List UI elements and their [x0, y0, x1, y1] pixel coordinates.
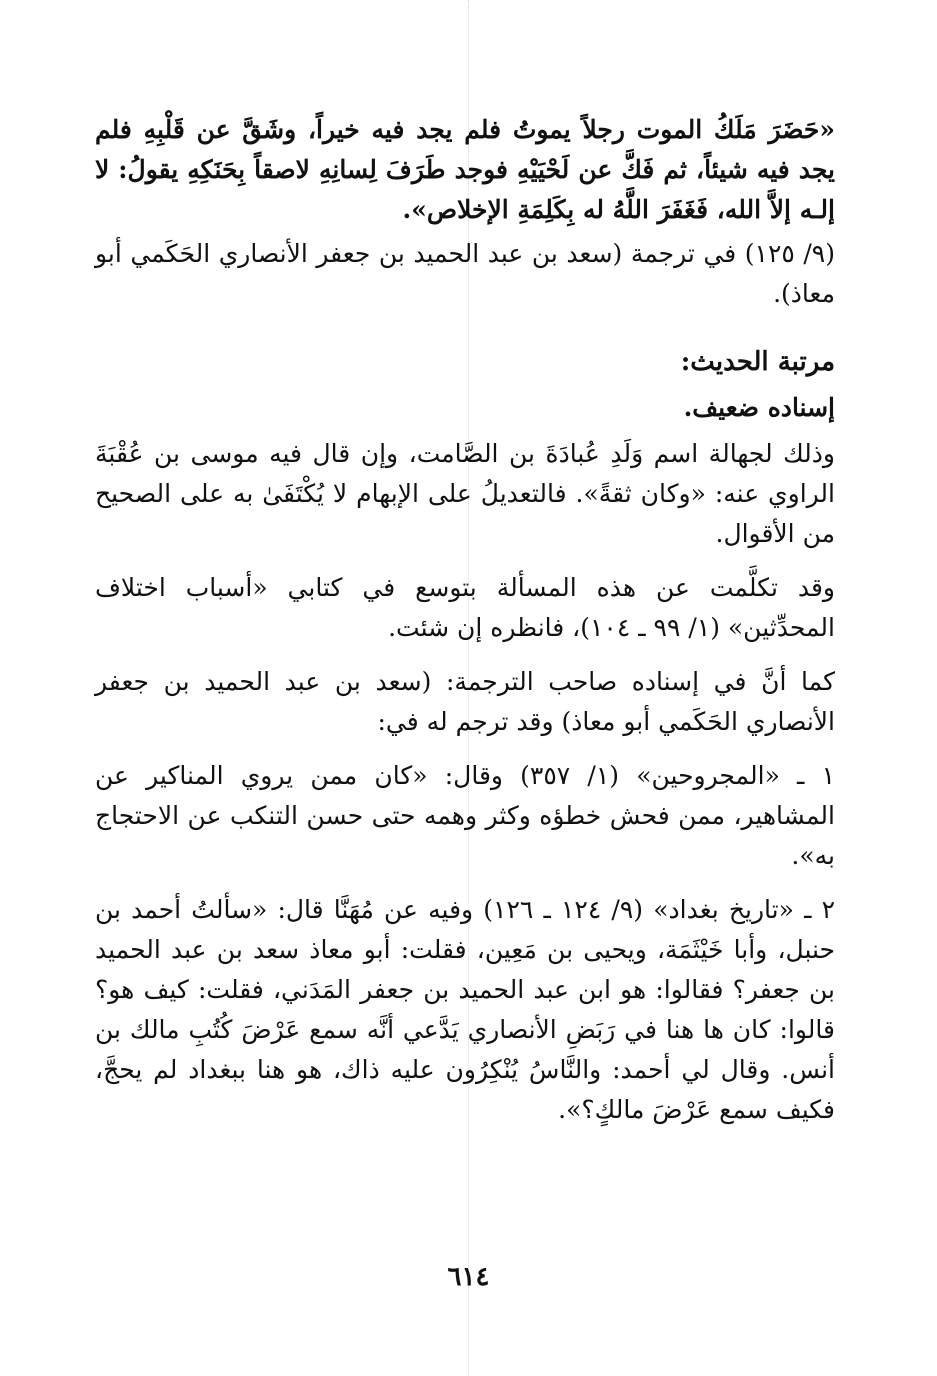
paragraph-2: وقد تكلَّمت عن هذه المسألة بتوسع في كتابي «أسباب اختلاف المحدِّثين» (١/ ٩٩ ـ ١٠٤)، فانظره إن شئت.: [95, 573, 835, 642]
paragraph-1: وذلك لجهالة اسم وَلَدِ عُبادَةَ بن الصَّامت، وإن قال فيه موسى بن عُقْبَةَ الراوي عنه: «وكان ثقةً». فالتعديلُ على الإبهام لا يُكْتَفَىٰ به على الصحيح من الأقوال.: [95, 439, 835, 548]
page-body: [95, 110, 835, 1130]
grade-line: إسناده ضعيف.: [683, 393, 835, 422]
reference-line: (٩/ ١٢٥) في ترجمة (سعد بن عبد الحميد بن جعفر الأنصاري الحَكَمي أبو معاذ).: [95, 239, 835, 308]
paragraph-3: كما أنَّ في إسناده صاحب الترجمة: (سعد بن عبد الحميد بن جعفر الأنصاري الحَكَمي أبو معاذ) وقد ترجم له في:: [95, 667, 835, 736]
paragraph-4: ١ ـ «المجروحين» (١/ ٣٥٧) وقال: «كان ممن يروي المناكير عن المشاهير، ممن فحش خطؤه وكثر وهمه حتى حسن التنكب عن الاحتجاج به».: [95, 761, 836, 870]
paragraph-5: ٢ ـ «تاريخ بغداد» (٩/ ١٢٤ ـ ١٢٦) وفيه عن مُهَنَّا قال: «سألتُ أحمد بن حنبل، وأبا خَيْثَمَة، ويحيى بن مَعِين، فقلت: أبو معاذ سعد بن عبد الحميد بن جعفر؟ فقالوا: هو ابن عبد الحميد بن جعفر المَدَني، فقلت: كيف هو؟ قالوا: كان ها هنا في رَبَضِ الأنصاري يَدَّعي أنَّه سمع عَرْضَ كُتُبِ مالك بن أنس. وقال لي أحمد: والنَّاسُ يُنْكِرُون عليه ذاك، هو هنا ببغداد لم يحجَّ، فكيف سمع عَرْضَ مالكٍ؟».: [95, 895, 836, 1124]
hadith-quote: «حَضَرَ مَلَكُ الموت رجلاً يموتُ فلم يجد فيه خيراً، وشَقَّ عن قَلْبِهِ فلم يجد فيه شيئاً، ثم فَكَّ عن لَحْيَيْهِ فوجد طَرَفَ لِسانِهِ لاصقاً بِحَنَكِهِ يقولُ: لا إلـه إلاَّ الله، فَغَفَرَ اللَّهُ له بِكَلِمَةِ الإخلاص».: [95, 115, 835, 224]
page-number: ٦١٤: [447, 1262, 490, 1292]
section-heading: مرتبة الحديث:: [680, 347, 835, 377]
